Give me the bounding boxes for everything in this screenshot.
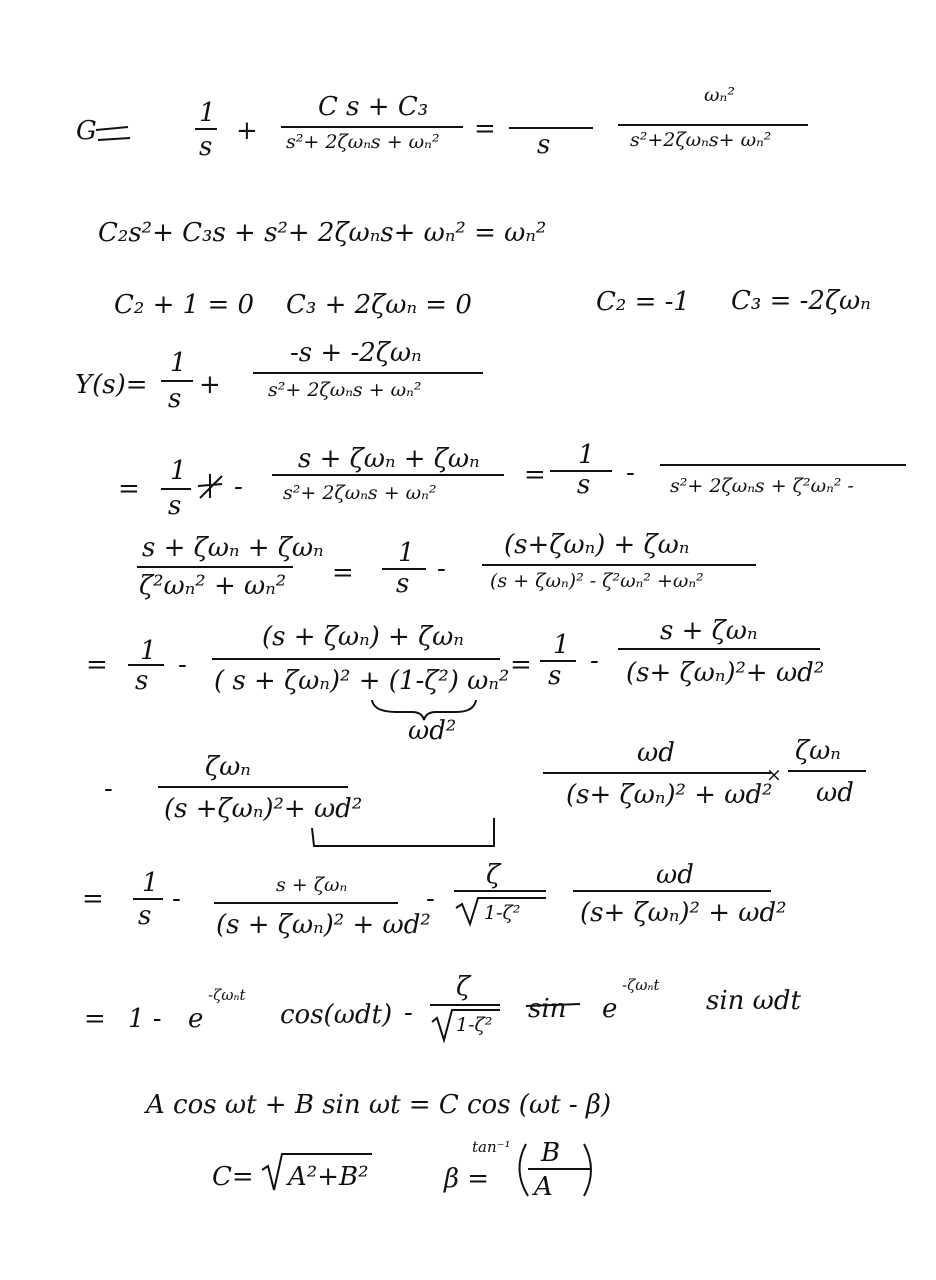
one-numerator: 1 bbox=[398, 538, 415, 568]
fraction-numerator: ωₙ² bbox=[704, 84, 735, 106]
sin-term: sin ωdt bbox=[706, 986, 801, 1016]
minus-sign: - bbox=[234, 472, 243, 502]
coefficient-value: C₃ = -2ζωₙ bbox=[731, 286, 871, 316]
coefficient-equation: C₃ + 2ζωₙ = 0 bbox=[286, 290, 472, 320]
exponent: -ζωₙt bbox=[208, 986, 246, 1004]
minus-sign: - bbox=[626, 458, 635, 488]
fraction-denominator: (s+ ζωₙ)² + ωd² bbox=[580, 898, 787, 928]
one-numerator: 1 bbox=[170, 456, 187, 486]
fraction-numerator: s + ζωₙ bbox=[660, 616, 758, 646]
fraction-numerator: -s + -2ζωₙ bbox=[290, 338, 422, 368]
exponent: -ζωₙt bbox=[622, 976, 660, 994]
coefficient-equation: C₂ + 1 = 0 bbox=[114, 290, 255, 320]
minus-sign: - bbox=[590, 646, 599, 676]
times-sign: × bbox=[766, 764, 782, 786]
fraction-numerator: ζωₙ bbox=[205, 752, 251, 782]
c-equals: C= bbox=[212, 1162, 254, 1192]
fraction-numerator: s + ζωₙ + ζωₙ bbox=[142, 533, 324, 563]
one-numerator: 1 bbox=[553, 630, 570, 660]
s-denominator: s bbox=[548, 661, 562, 691]
fraction-denominator: (s + ζωₙ)² + ωd² bbox=[216, 910, 431, 940]
plus-sign: + bbox=[199, 370, 221, 400]
fraction-numerator: B bbox=[541, 1138, 561, 1168]
exponential-e: e bbox=[602, 994, 618, 1024]
fraction-denominator: A bbox=[534, 1172, 553, 1202]
one-numerator: 1 bbox=[170, 348, 187, 378]
equals-sign: = bbox=[524, 460, 546, 490]
equals-sign: = bbox=[84, 1004, 106, 1034]
fraction-numerator: C s + C₃ bbox=[318, 92, 429, 122]
fraction-denominator: 1-ζ² bbox=[484, 902, 521, 924]
s-denominator: s bbox=[138, 901, 152, 931]
equals-sign: = bbox=[332, 558, 354, 588]
one-numerator: 1 bbox=[578, 440, 595, 470]
fraction-denominator: ζ²ωₙ² + ωₙ² bbox=[139, 571, 287, 601]
identity-line: A cos ωt + B sin ωt = C cos (ωt - β) bbox=[146, 1090, 612, 1120]
g-symbol: G bbox=[76, 116, 97, 146]
equals-sign: = bbox=[86, 650, 108, 680]
fraction-denominator: (s +ζωₙ)²+ ωd² bbox=[164, 794, 363, 824]
s-denominator: s bbox=[168, 491, 182, 521]
s-denominator: s bbox=[537, 130, 551, 160]
arctan: tan⁻¹ bbox=[472, 1138, 511, 1156]
s-denominator: s bbox=[168, 384, 182, 414]
y-of-s: Y(s)= bbox=[75, 370, 148, 400]
radicand: A²+B² bbox=[288, 1162, 369, 1192]
one-numerator: 1 bbox=[142, 868, 159, 898]
fraction-denominator: 1-ζ² bbox=[456, 1014, 493, 1036]
fraction-numerator: ωd bbox=[656, 860, 694, 890]
equation-line: C₂s²+ C₃s + s²+ 2ζωₙs+ ωₙ² = ωₙ² bbox=[98, 218, 547, 248]
s-denominator: s bbox=[135, 666, 149, 696]
beta-equals: β = bbox=[444, 1164, 490, 1194]
exponential-e: e bbox=[188, 1004, 204, 1034]
fraction-numerator: ζ bbox=[456, 972, 471, 1002]
s-denominator: s bbox=[577, 470, 591, 500]
fraction-numerator: ζ bbox=[486, 860, 501, 890]
fraction-denominator: s²+2ζωₙs+ ωₙ² bbox=[630, 129, 772, 151]
fraction-denominator: s²+ 2ζωₙs + ζ²ωₙ² - bbox=[670, 475, 854, 497]
minus-sign: - bbox=[178, 650, 187, 680]
minus-sign: - bbox=[104, 774, 113, 804]
fraction-denominator: ( s + ζωₙ)² + (1-ζ²) ωₙ² bbox=[214, 666, 510, 696]
coefficient-value: C₂ = -1 bbox=[596, 287, 690, 317]
minus-sign: - bbox=[426, 884, 435, 914]
one-numerator: 1 bbox=[199, 98, 216, 128]
fraction-denominator: (s+ ζωₙ)² + ωd² bbox=[566, 780, 773, 810]
one-minus: 1 - bbox=[128, 1004, 162, 1034]
minus-sign: - bbox=[437, 554, 446, 584]
fraction-denominator: s²+ 2ζωₙs + ωₙ² bbox=[283, 482, 437, 504]
cos-term: cos(ωdt) bbox=[280, 1000, 393, 1030]
equals-sign: = bbox=[510, 650, 532, 680]
equals-sign: = bbox=[118, 474, 140, 504]
fraction-denominator: ωd bbox=[816, 778, 854, 808]
fraction-numerator: (s+ζωₙ) + ζωₙ bbox=[504, 530, 690, 560]
fraction-denominator: s²+ 2ζωₙs + ωₙ² bbox=[286, 131, 440, 153]
brace-label: ωd² bbox=[408, 716, 457, 746]
one-numerator: 1 bbox=[140, 636, 157, 666]
fraction-numerator: s + ζωₙ bbox=[276, 874, 348, 896]
plus-sign: + bbox=[236, 116, 258, 146]
equals-sign: = bbox=[474, 114, 496, 144]
minus-sign: - bbox=[404, 998, 413, 1028]
minus-sign: - bbox=[172, 884, 181, 914]
equals-sign: = bbox=[82, 884, 104, 914]
struck-out-sin: sin bbox=[528, 994, 567, 1024]
fraction-denominator: (s + ζωₙ)² - ζ²ωₙ² +ωₙ² bbox=[490, 570, 704, 592]
fraction-numerator: ζωₙ bbox=[795, 736, 841, 766]
s-denominator: s bbox=[199, 132, 213, 162]
fraction-numerator: s + ζωₙ + ζωₙ bbox=[298, 444, 480, 474]
fraction-numerator: (s + ζωₙ) + ζωₙ bbox=[262, 622, 464, 652]
fraction-bar bbox=[528, 1168, 590, 1170]
fraction-denominator: (s+ ζωₙ)²+ ωd² bbox=[626, 658, 825, 688]
fraction-numerator: ωd bbox=[637, 738, 675, 768]
fraction-denominator: s²+ 2ζωₙs + ωₙ² bbox=[268, 379, 422, 401]
s-denominator: s bbox=[396, 569, 410, 599]
